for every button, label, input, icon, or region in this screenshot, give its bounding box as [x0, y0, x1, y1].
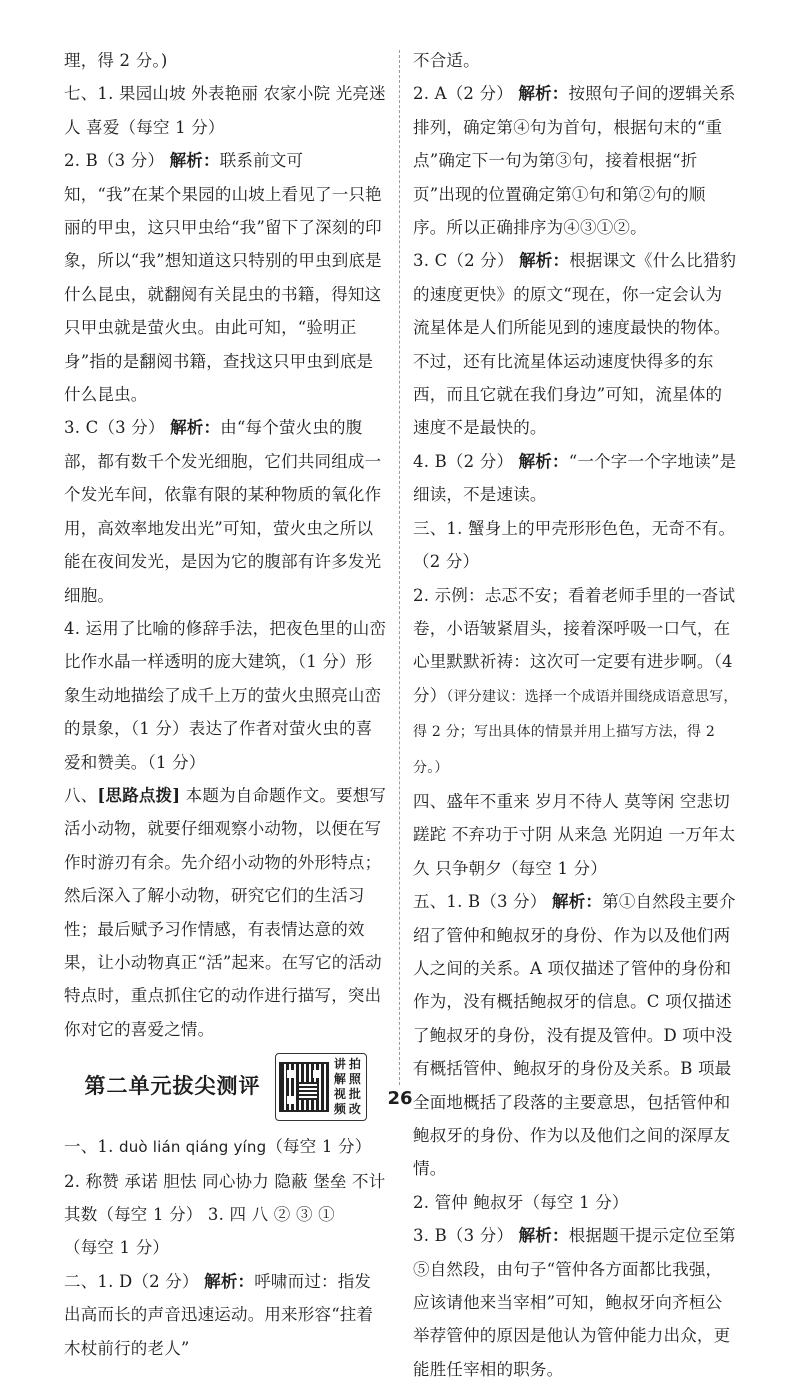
analysis-text: 按照句子间的逻辑关系排列，确定第④句为首句，根据句末的“重点”确定下一句为第③句，接着根据“折页”出现的位置确定第①句和第②句的顺序。所以正确排序为④③①②。: [413, 84, 736, 238]
analysis-tag: 解析：: [552, 892, 603, 912]
answer-item: [413, 1219, 738, 1386]
analysis-tag: 解析：: [170, 418, 221, 438]
qr-char: 频: [333, 1102, 347, 1117]
answer-label: 五、1. B（3 分）: [413, 892, 547, 912]
answer-text: 2. 管仲 鲍叔牙（每空 1 分）: [413, 1192, 629, 1212]
answer-item: [413, 244, 738, 444]
answer-label: 一、1.: [64, 1137, 119, 1157]
right-column: [413, 44, 738, 1386]
answer-label: 3. C（3 分）: [64, 418, 165, 438]
answer-label: 八、: [64, 785, 98, 805]
analysis-tag: 解析：: [518, 1226, 569, 1246]
qr-char: 解: [333, 1072, 347, 1087]
scoring-note: （评分建议：选择一个成语并围绕成语意思写，得 2 分；写出具体的情景并用上描写方法，得 2 分。）: [413, 688, 738, 776]
answer-label: 2. B（3 分）: [64, 151, 165, 171]
answer-item: [413, 885, 738, 1186]
analysis-tag: 解析：: [519, 251, 570, 271]
answer-text: （每空 1 分）: [64, 1238, 170, 1258]
answer-text: 2. 示例：忐忑不安；看着老师手里的一沓试卷，小语皱紧眉头，接着深呼吸一口气，在心里默默祈祷：这次可一定要有进步啊。（4 分）: [413, 585, 736, 705]
analysis-text: 根据题干提示定位至第⑤自然段，由句子“管仲各方面都比我强，应该请他来当宰相”可知，鲍叔牙向齐桓公举荐管仲的原因是他认为管仲能力出众，更能胜任宰相的职务。: [413, 1226, 736, 1379]
qr-char: 视: [333, 1087, 347, 1102]
column-divider: [399, 50, 400, 1085]
analysis-text: 呼啸而过：指发出高而长的声音迅速运动。用来形容“拄着木杖前行的老人”: [64, 1271, 374, 1358]
analysis-text: 联系前文可知，“我”在某个果园的山坡上看见了一只艳丽的甲虫，这只甲虫给“我”留下了深刻的印象，所以“我”想知道这只特别的甲虫到底是什么昆虫，就翻阅有关昆虫的书籍，得知这只甲虫就是萤火虫。由此可知，“验明正身”指的是翻阅书籍，查找这只甲虫到底是什么昆虫。: [64, 151, 382, 405]
answer-label: 2. A（2 分）: [413, 84, 513, 104]
analysis-text: “一个字一个字地读”是细读，不是速读。: [413, 451, 737, 505]
left-column: [64, 44, 387, 1365]
answer-label: 3. B（3 分）: [413, 1226, 514, 1246]
answer-text: 不合适。: [413, 51, 480, 70]
analysis-text: 第①自然段主要介绍了管仲和鲍叔牙的身份、作为以及他们两人之间的关系。A 项仅描述了管仲的身份和作为，没有概括鲍叔牙的信息。C 项仅描述了鲍叔牙的身份，没有提及管仲。D 项中没有概括管仲、鲍叔牙的身份及关系。B 项最全面地概括了段落的主要意思，包括管仲和鲍叔牙的身份、作为以及他们之间的深厚友情。: [413, 892, 736, 1179]
analysis-tag: [思路点拨]: [97, 785, 181, 805]
section-title: 第二单元拔尖测评: [84, 1074, 261, 1099]
answer-text: 4. 运用了比喻的修辞手法，把夜色里的山峦比作水晶一样透明的庞大建筑，（1 分）形象生动地描绘了成千上万的萤火虫照亮山峦的景象，（1 分）表达了作者对萤火虫的喜爱和赞美。（1 分）: [64, 618, 387, 772]
answer-item: [64, 411, 387, 611]
answer-item: [64, 144, 387, 411]
analysis-tag: 解析：: [204, 1271, 255, 1291]
score-note: （每空 1 分）: [266, 1137, 372, 1157]
analysis-tag: 解析：: [169, 151, 220, 171]
answer-item: [413, 77, 738, 244]
answer-item: [413, 445, 738, 512]
analysis-text: 根据课文《什么比猎豹的速度更快》的原文“现在，你一定会认为流星体是人们所能见到的速度最快的物体。不过，还有比流星体运动速度快得多的东西，而且它就在我们身边”可知，流星体的速度不是最快的。: [413, 251, 737, 438]
answer-label: 二、1. D（2 分）: [64, 1271, 199, 1291]
qr-char: 讲: [333, 1057, 347, 1072]
answer-text: 四、盛年不重来 岁月不待人 莫等闲 空悲切 蹉跎 不弃功于寸阴 从来急 光阴迫 一万年太久 只争朝夕（每空 1 分）: [413, 791, 736, 878]
answer-item: [64, 779, 387, 1046]
qr-char: 照: [348, 1072, 362, 1087]
answer-text: 理，得 2 分。): [64, 51, 168, 70]
answer-label: 3. C（2 分）: [413, 251, 514, 271]
answer-text: 七、1. 果园山坡 外表艳丽 农家小院 光亮迷人 喜爱（每空 1 分）: [64, 84, 386, 137]
pinyin-answers: duò lián qiáng yíng: [119, 1138, 267, 1157]
answer-text: 三、1. 蟹身上的甲壳形形色色，无奇不有。（2 分）: [413, 518, 736, 572]
analysis-text: 由“每个萤火虫的腹部，都有数千个发光细胞，它们共同组成一个发光车间，依靠有限的某种物质的氧化作用，高效率地发出光”可知，萤火虫之所以能在夜间发光，是因为它的腹部有许多发光细胞。: [64, 418, 382, 605]
answer-text: 2. 称赞 承诺 胆怯 同心协力 隐蔽 堡垒 不计其数（每空 1 分） 3. 四 八 ② ③ ①: [64, 1171, 386, 1224]
analysis-tag: 解析：: [518, 451, 569, 471]
qr-char: 批: [348, 1087, 362, 1102]
answer-label: 4. B（2 分）: [413, 451, 514, 471]
page-number: 26: [387, 1088, 413, 1109]
analysis-tag: 解析：: [518, 84, 569, 104]
answer-item: [64, 1130, 387, 1164]
qr-char: 拍: [348, 1057, 362, 1072]
answer-item: [413, 579, 738, 785]
qr-char: 改: [348, 1102, 362, 1117]
analysis-text: 本题为自命题作文。要想写活小动物，就要仔细观察小动物，以便在写作时游刃有余。先介绍小动物的外形特点；然后深入了解小动物，研究它们的生活习性；最后赋予习作情感，有表情达意的效果，让小动物真正“活”起来。在写它的活动特点时，重点抓住它的动作进行描写，突出你对它的喜爱之情。: [64, 785, 387, 1039]
answer-item: [64, 1265, 387, 1365]
